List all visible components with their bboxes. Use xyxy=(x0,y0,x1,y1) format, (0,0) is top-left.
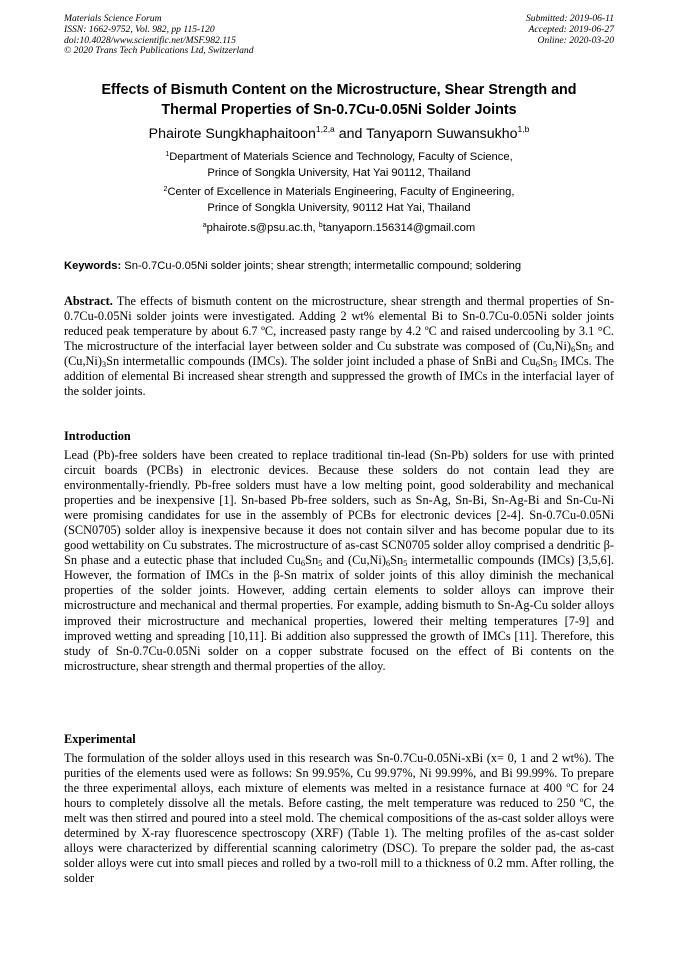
submitted-date: Submitted: 2019-06-11 xyxy=(525,13,614,24)
author-emails xyxy=(40,221,638,237)
abstract-text: Sn xyxy=(539,354,553,369)
subscript: 5 xyxy=(588,344,593,355)
introduction-text: and (Cu,Ni) xyxy=(322,553,386,568)
email-a-marker: a xyxy=(202,222,207,229)
doi-line: doi:10.4028/www.scientific.net/MSF.982.115 xyxy=(64,34,236,46)
author-conjunction: and xyxy=(334,126,367,142)
subscript: 6 xyxy=(385,558,391,569)
affiliation-2-line-1: Center of Excellence in Materials Engineering, Faculty of Engineering, xyxy=(167,186,515,198)
keywords-label: Keywords: xyxy=(64,260,122,272)
subscript: 6 xyxy=(535,359,540,370)
journal-header xyxy=(64,14,254,57)
subscript: 3 xyxy=(101,359,107,370)
affiliation-1-line-1: Department of Materials Science and Technology, Faculty of Science, xyxy=(169,151,513,163)
affiliation-2 xyxy=(40,185,638,217)
abstract-text: The effects of bismuth content on the microstructure, shear strength and thermal properties of Sn-0.7Cu-0.05Ni solder joints were investigated. Adding 2 wt% elemental Bi to Sn-0.7Cu-0.05Ni solder joints reduced peak temperature by about 6.7 ºC, increased pasty range by 4.2 ºC and raised undercooling by 3.1 °C. The microstructure of the interfacial layer between solder and Cu substrate was composed of (Cu,Ni) xyxy=(64,294,614,354)
abstract-paragraph xyxy=(64,294,614,399)
journal-name: Materials Science Forum xyxy=(64,13,162,24)
issn-line: ISSN: 1662-9752, Vol. 982, pp 115-120 xyxy=(64,23,215,35)
author-2-affiliation: 1,b xyxy=(517,124,530,134)
subscript: 5 xyxy=(318,558,323,569)
email-a[interactable]: phairote.s@psu.ac.th, xyxy=(206,222,319,234)
email-b[interactable]: tanyaporn.156314@gmail.com xyxy=(322,222,476,234)
subscript: 6 xyxy=(570,344,576,355)
introduction-text: Sn xyxy=(305,553,319,568)
subscript: 5 xyxy=(552,359,558,370)
affiliation-2-number: 2 xyxy=(163,186,168,193)
affiliation-1-number: 1 xyxy=(165,151,170,158)
subscript: 5 xyxy=(403,558,408,569)
copyright-line: © 2020 Trans Tech Publications Ltd, Switzerland xyxy=(64,45,254,57)
abstract-label: Abstract. xyxy=(64,294,113,308)
author-2: Tanyaporn Suwansukho xyxy=(366,126,518,142)
title-line-1: Effects of Bismuth Content on the Microstructure, Shear Strength and xyxy=(101,82,577,98)
accepted-date: Accepted: 2019-06-27 xyxy=(528,23,614,35)
introduction-heading: Introduction xyxy=(64,429,131,443)
introduction-text: intermetallic compounds (IMCs) [3,5,6]. However, the formation of IMCs in the β-Sn matrix of solder joints of this alloy diminish the mechanical properties of the solder joints. However, adding certain elements to solder alloys can improve their microstructure and mechanical and thermal properties. For example, adding bismuth to Sn-Ag-Cu solder alloys improved their microstructure and mechanical properties, lowered their melting temperatures [7-9] and improved wetting and spreading [10,11]. Bi addition also suppressed the growth of IMCs [11]. Therefore, this study of Sn-0.7Cu-0.05Ni solder on a copper substrate focused on the effect of Bi contents on the microstructure, shear strength and thermal properties of the alloy. xyxy=(64,553,614,673)
affiliation-1-line-2: Prince of Songkla University, Hat Yai 90112, Thailand xyxy=(207,166,471,179)
dates-header xyxy=(526,14,614,46)
title-line-2: Thermal Properties of Sn-0.7Cu-0.05Ni Solder Joints xyxy=(161,102,517,118)
introduction-text: Lead (Pb)-free solders have been created to replace traditional tin-lead (Sn-Pb) solders for use with printed circuit boards (PCBs) in electronic devices. Because these solders do not contain lead they are environmentally-friendly. Pb-free solders must have a low melting point, good solderability and mechanical properties and be inexpensive [1]. Sn-based Pb-free solders, such as Sn-Ag, Sn-Bi, Sn-Ag-Bi and Sn-Cu-Ni were promising candidates for use in the assembly of PCBs for electronic devices [2-4]. Sn-0.7Cu-0.05Ni (SCN0705) solder alloy is inexpensive because it does not contain silver and has become popular due to its good wettability on Cu substrates. The microstructure of as-cast SCN0705 solder alloy comprised a dendritic β-Sn phase and a eutectic phase that included Cu xyxy=(64,448,614,568)
author-1: Phairote Sungkhaphaitoon xyxy=(148,126,316,142)
online-date: Online: 2020-03-20 xyxy=(537,34,614,46)
affiliation-2-line-2: Prince of Songkla University, 90112 Hat Yai, Thailand xyxy=(207,201,471,214)
abstract-text: and (Cu,Ni) xyxy=(64,339,614,369)
abstract-text: IMCs. The addition of elemental Bi increased shear strength and suppressed the growth of IMCs in the interfacial layer of the solder joints. xyxy=(64,354,614,399)
keywords-text: Sn-0.7Cu-0.05Ni solder joints; shear strength; intermetallic compound; soldering xyxy=(121,260,522,272)
paper-title xyxy=(40,80,638,120)
subscript: 6 xyxy=(300,558,306,569)
author-1-affiliation: 1,2,a xyxy=(315,124,335,134)
introduction-paragraph xyxy=(64,448,614,674)
author-list xyxy=(40,124,638,144)
keywords xyxy=(64,259,616,273)
introduction-text: Sn xyxy=(390,553,404,568)
experimental-heading: Experimental xyxy=(64,732,136,746)
affiliation-1 xyxy=(40,150,638,182)
email-b-marker: b xyxy=(318,222,323,229)
abstract-text: Sn intermetallic compounds (IMCs). The solder joint included a phase of SnBi and Cu xyxy=(106,354,536,369)
abstract-text: Sn xyxy=(575,339,589,354)
experimental-paragraph: The formulation of the solder alloys used in this research was Sn-0.7Cu-0.05Ni-xBi (x= 0, 1 and 2 wt%). The purities of the elements used were as follows: Sn 99.95%, Cu 99.97%, Ni 99.99%, and Bi 99.99%. To prepare the three experimental alloys, each mixture of elements was melted in a resistance furnace at 400 ºC for 24 hours to completely dissolve all the metals. Before casting, the melt temperature was reduced to 250 ºC, the melt was then stirred and poured into a steel mold. The chemical compositions of the as-cast solder alloys were determined by X-ray fluorescence spectroscopy (XRF) (Table 1). The melting profiles of the as-cast solder alloys were characterized by differential scanning calorimetry (DSC). To prepare the solder pad, the as-cast solder alloys were cut into small pieces and rolled by a two-roll mill to a thickness of 0.2 mm. After rolling, the solder xyxy=(64,751,614,886)
